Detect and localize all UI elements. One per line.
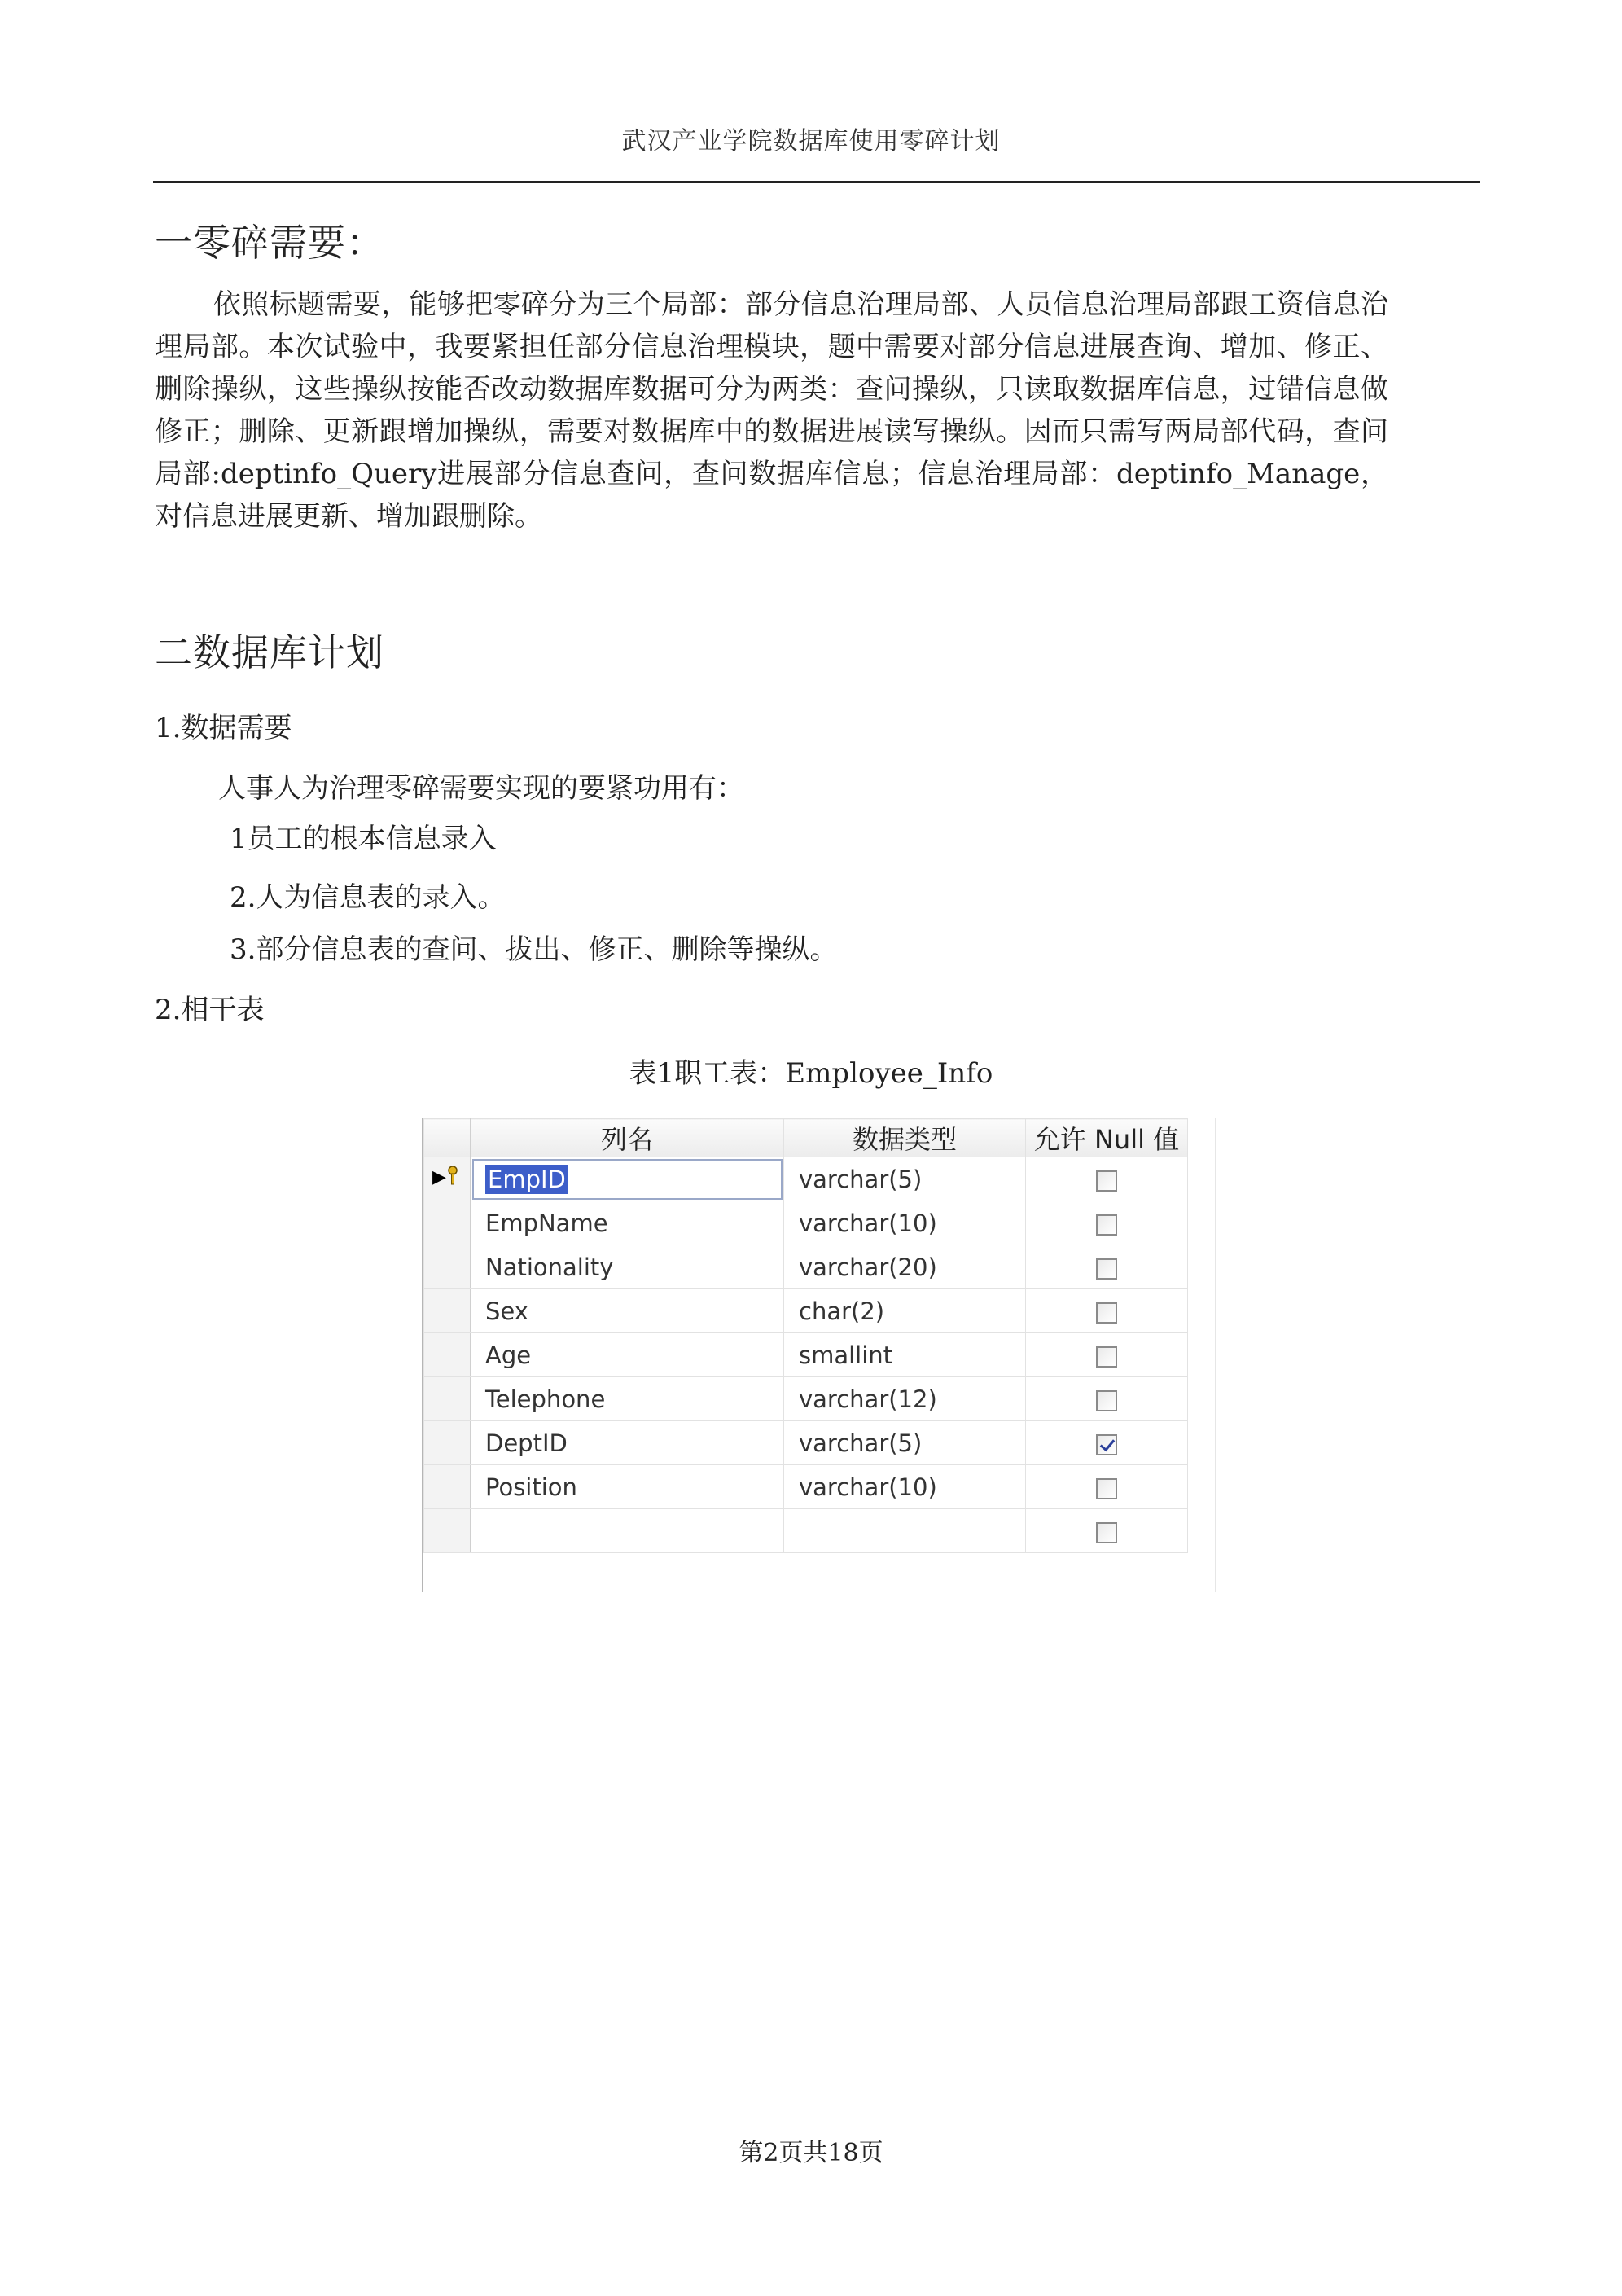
data-type-cell[interactable]: varchar(20) <box>784 1245 1026 1289</box>
data-type-cell[interactable]: smallint <box>784 1333 1026 1377</box>
data-type-header: 数据类型 <box>784 1119 1026 1157</box>
column-name-cell[interactable] <box>471 1157 784 1201</box>
allow-null-cell <box>1026 1157 1188 1201</box>
row-selector[interactable] <box>424 1377 471 1421</box>
allow-null-cell <box>1026 1509 1188 1553</box>
table-row[interactable] <box>424 1245 1188 1289</box>
row-selector[interactable] <box>424 1157 471 1201</box>
allow-null-checkbox[interactable] <box>1096 1478 1117 1499</box>
row-selector[interactable] <box>424 1201 471 1245</box>
allow-null-cell <box>1026 1333 1188 1377</box>
allow-null-cell <box>1026 1245 1188 1289</box>
section1-heading: 一零碎需要： <box>155 221 384 265</box>
header-rule <box>153 181 1480 183</box>
row-selector[interactable] <box>424 1465 471 1509</box>
row-selector[interactable] <box>424 1245 471 1289</box>
table-caption: 表1职工表：Employee_Info <box>629 1057 993 1090</box>
column-name-cell[interactable]: Position <box>471 1465 784 1509</box>
requirement-item: 2.人为信息表的录入。 <box>230 881 506 914</box>
table-row[interactable] <box>424 1333 1188 1377</box>
requirement-item: 1员工的根本信息录入 <box>230 823 497 855</box>
table-designer-screenshot <box>422 1118 1216 1592</box>
primary-key-icon <box>447 1166 458 1185</box>
allow-null-checkbox[interactable] <box>1096 1390 1117 1411</box>
column-name-cell[interactable]: DeptID <box>471 1421 784 1465</box>
table-header-row <box>424 1119 1188 1157</box>
data-type-cell[interactable]: varchar(10) <box>784 1201 1026 1245</box>
table-row[interactable] <box>424 1201 1188 1245</box>
row-selector[interactable] <box>424 1333 471 1377</box>
data-type-cell[interactable]: varchar(10) <box>784 1465 1026 1509</box>
table-row[interactable] <box>424 1421 1188 1465</box>
allow-null-checkbox-checked[interactable] <box>1096 1434 1117 1455</box>
subsection-related-tables: 2.相干表 <box>155 994 265 1026</box>
requirement-item: 3.部分信息表的查问、拔出、修正、删除等操纵。 <box>230 933 838 966</box>
allow-null-header: 允许 Null 值 <box>1026 1119 1188 1157</box>
allow-null-checkbox[interactable] <box>1096 1170 1117 1192</box>
column-definition-table <box>423 1118 1188 1553</box>
column-name-header: 列名 <box>471 1119 784 1157</box>
data-type-cell[interactable]: varchar(5) <box>784 1421 1026 1465</box>
allow-null-checkbox[interactable] <box>1096 1214 1117 1236</box>
column-name-cell[interactable]: Telephone <box>471 1377 784 1421</box>
table-row[interactable] <box>424 1157 1188 1201</box>
row-selector[interactable] <box>424 1421 471 1465</box>
allow-null-checkbox[interactable] <box>1096 1302 1117 1324</box>
data-type-cell[interactable]: varchar(5) <box>784 1157 1026 1201</box>
current-row-arrow-icon: ▶ <box>432 1167 446 1188</box>
column-name-cell[interactable]: Nationality <box>471 1245 784 1289</box>
allow-null-checkbox[interactable] <box>1096 1346 1117 1368</box>
allow-null-cell <box>1026 1377 1188 1421</box>
column-name-cell[interactable]: Sex <box>471 1289 784 1333</box>
subsection-data-requirements: 1.数据需要 <box>155 712 292 744</box>
table-row-empty[interactable] <box>424 1509 1188 1553</box>
allow-null-cell <box>1026 1465 1188 1509</box>
row-selector[interactable] <box>424 1289 471 1333</box>
table-row[interactable] <box>424 1289 1188 1333</box>
allow-null-checkbox[interactable] <box>1096 1258 1117 1280</box>
table-row[interactable] <box>424 1377 1188 1421</box>
column-name-cell[interactable] <box>471 1509 784 1553</box>
section2-heading: 二数据库计划 <box>155 630 384 674</box>
page-footer: 第2页共18页 <box>739 2139 883 2167</box>
row-selector-header <box>424 1119 471 1157</box>
requirements-intro: 人事人为治理零碎需要实现的要紧功用有： <box>218 772 744 805</box>
selected-text: EmpID <box>485 1165 568 1194</box>
allow-null-cell <box>1026 1201 1188 1245</box>
section1-paragraph: 依照标题需要，能够把零碎分为三个局部：部分信息治理局部、人员信息治理局部跟工资信息治理局部。本次试验中，我要紧担任部分信息治理模块，题中需要对部分信息进展查询、增加、修正、删除操纵，这些操纵按能否改动数据库数据可分为两类：查问操纵，只读取数据库信息，过错信息做修正；删除、更新跟增加操纵，需要对数据库中的数据进展读写操纵。因而只需写两局部代码，查问局部:deptinfo_Query进展部分信息查问，查问数据库信息；信息治理局部：deptinfo_Manage，对信息进展更新、增加跟删除。 <box>155 288 1388 533</box>
column-name-cell[interactable]: Age <box>471 1333 784 1377</box>
data-type-cell[interactable]: char(2) <box>784 1289 1026 1333</box>
allow-null-cell <box>1026 1289 1188 1333</box>
page-header: 武汉产业学院数据库使用零碎计划 <box>621 127 1001 156</box>
allow-null-checkbox[interactable] <box>1096 1522 1117 1543</box>
data-type-cell[interactable]: varchar(12) <box>784 1377 1026 1421</box>
data-type-cell[interactable] <box>784 1509 1026 1553</box>
row-selector[interactable] <box>424 1509 471 1553</box>
allow-null-cell <box>1026 1421 1188 1465</box>
column-name-cell[interactable]: EmpName <box>471 1201 784 1245</box>
table-row[interactable] <box>424 1465 1188 1509</box>
